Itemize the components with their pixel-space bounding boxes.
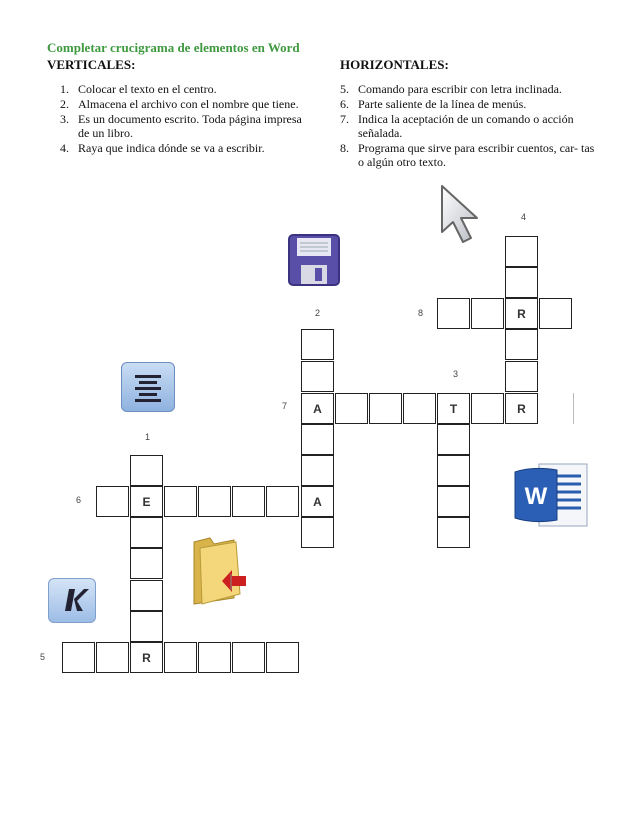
crossword-cell[interactable] [471,393,504,424]
page-title: Completar crucigrama de elementos en Word [47,40,300,55]
clue-number: 3. [60,112,69,126]
grid-number-5: 5 [40,652,46,662]
folder-icon [188,534,260,606]
crossword-cell[interactable] [301,329,334,360]
crossword-cell[interactable] [130,455,163,486]
crossword-cell[interactable] [437,486,470,517]
crossword-cell[interactable] [505,329,538,360]
clue-text: Programa que sirve para escribir cuentos, car- tas o algún otro texto. [358,141,595,169]
crossword-cell[interactable] [437,298,470,329]
crossword-cell[interactable] [505,236,538,267]
grid-number-1: 1 [145,432,151,442]
crossword-cell[interactable] [403,393,436,424]
clue-number: 5. [340,82,349,96]
grid-number-6: 6 [76,495,82,505]
crossword-cell[interactable] [335,393,368,424]
crossword-cell[interactable] [130,517,163,548]
clue-number: 6. [340,97,349,111]
crossword-cell[interactable]: A [301,393,334,424]
crossword-cell[interactable] [164,486,197,517]
horizontales-heading: HORIZONTALES: [340,57,449,72]
crossword-cell[interactable]: E [130,486,163,517]
crossword-cell[interactable]: R [130,642,163,673]
clue-number: 4. [60,141,69,155]
crossword-cell[interactable] [130,611,163,642]
align-center-icon [121,362,175,412]
grid-divider [573,393,574,424]
crossword-cell[interactable] [437,424,470,455]
crossword-cell[interactable] [471,298,504,329]
crossword-cell[interactable]: T [437,393,470,424]
crossword-cell[interactable] [198,486,231,517]
crossword-cell[interactable] [266,642,299,673]
grid-number-7: 7 [282,401,288,411]
crossword-cell[interactable] [232,486,265,517]
word-logo-icon [511,458,593,534]
crossword-cell[interactable] [301,517,334,548]
clue-text: Almacena el archivo con el nombre que tiene. [78,97,299,111]
clue-text: Parte saliente de la línea de menús. [358,97,527,111]
crossword-cell[interactable] [301,455,334,486]
clue-number: 2. [60,97,69,111]
crossword-cell[interactable] [266,486,299,517]
clue-number: 7. [340,112,349,126]
grid-number-4: 4 [521,212,527,222]
crossword-cell[interactable] [96,642,129,673]
crossword-cell[interactable] [96,486,129,517]
grid-number-8: 8 [418,308,424,318]
clue-number: 1. [60,82,69,96]
crossword-cell[interactable] [130,580,163,611]
clue-text: Es un documento escrito. Toda página impresa de un libro. [78,112,302,140]
clue-text: Raya que indica dónde se va a escribir. [78,141,265,155]
clue-text: Indica la aceptación de un comando o acción señalada. [358,112,574,140]
mouse-pointer-icon [436,182,486,246]
word-logo-letter: W [524,483,548,510]
crossword-cell[interactable] [301,424,334,455]
clue-text: Colocar el texto en el centro. [78,82,217,96]
crossword-cell[interactable]: A [301,486,334,517]
floppy-disk-icon [288,234,340,286]
crossword-cell[interactable] [62,642,95,673]
crossword-cell[interactable] [301,361,334,392]
crossword-cell[interactable] [539,298,572,329]
italic-icon [48,578,96,623]
crossword-cell[interactable] [437,517,470,548]
crossword-cell[interactable]: R [505,393,538,424]
crossword-cell[interactable] [505,267,538,298]
crossword-cell[interactable] [437,455,470,486]
clue-text: Comando para escribir con letra inclinada. [358,82,562,96]
verticales-heading: VERTICALES: [47,57,136,72]
crossword-cell[interactable]: R [505,298,538,329]
grid-number-2: 2 [315,308,321,318]
crossword-cell[interactable] [369,393,402,424]
crossword-cell[interactable] [130,548,163,579]
clue-number: 8. [340,141,349,155]
crossword-cell[interactable] [232,642,265,673]
crossword-cell[interactable] [164,642,197,673]
crossword-cell[interactable] [505,361,538,392]
grid-number-3: 3 [453,369,459,379]
crossword-cell[interactable] [198,642,231,673]
